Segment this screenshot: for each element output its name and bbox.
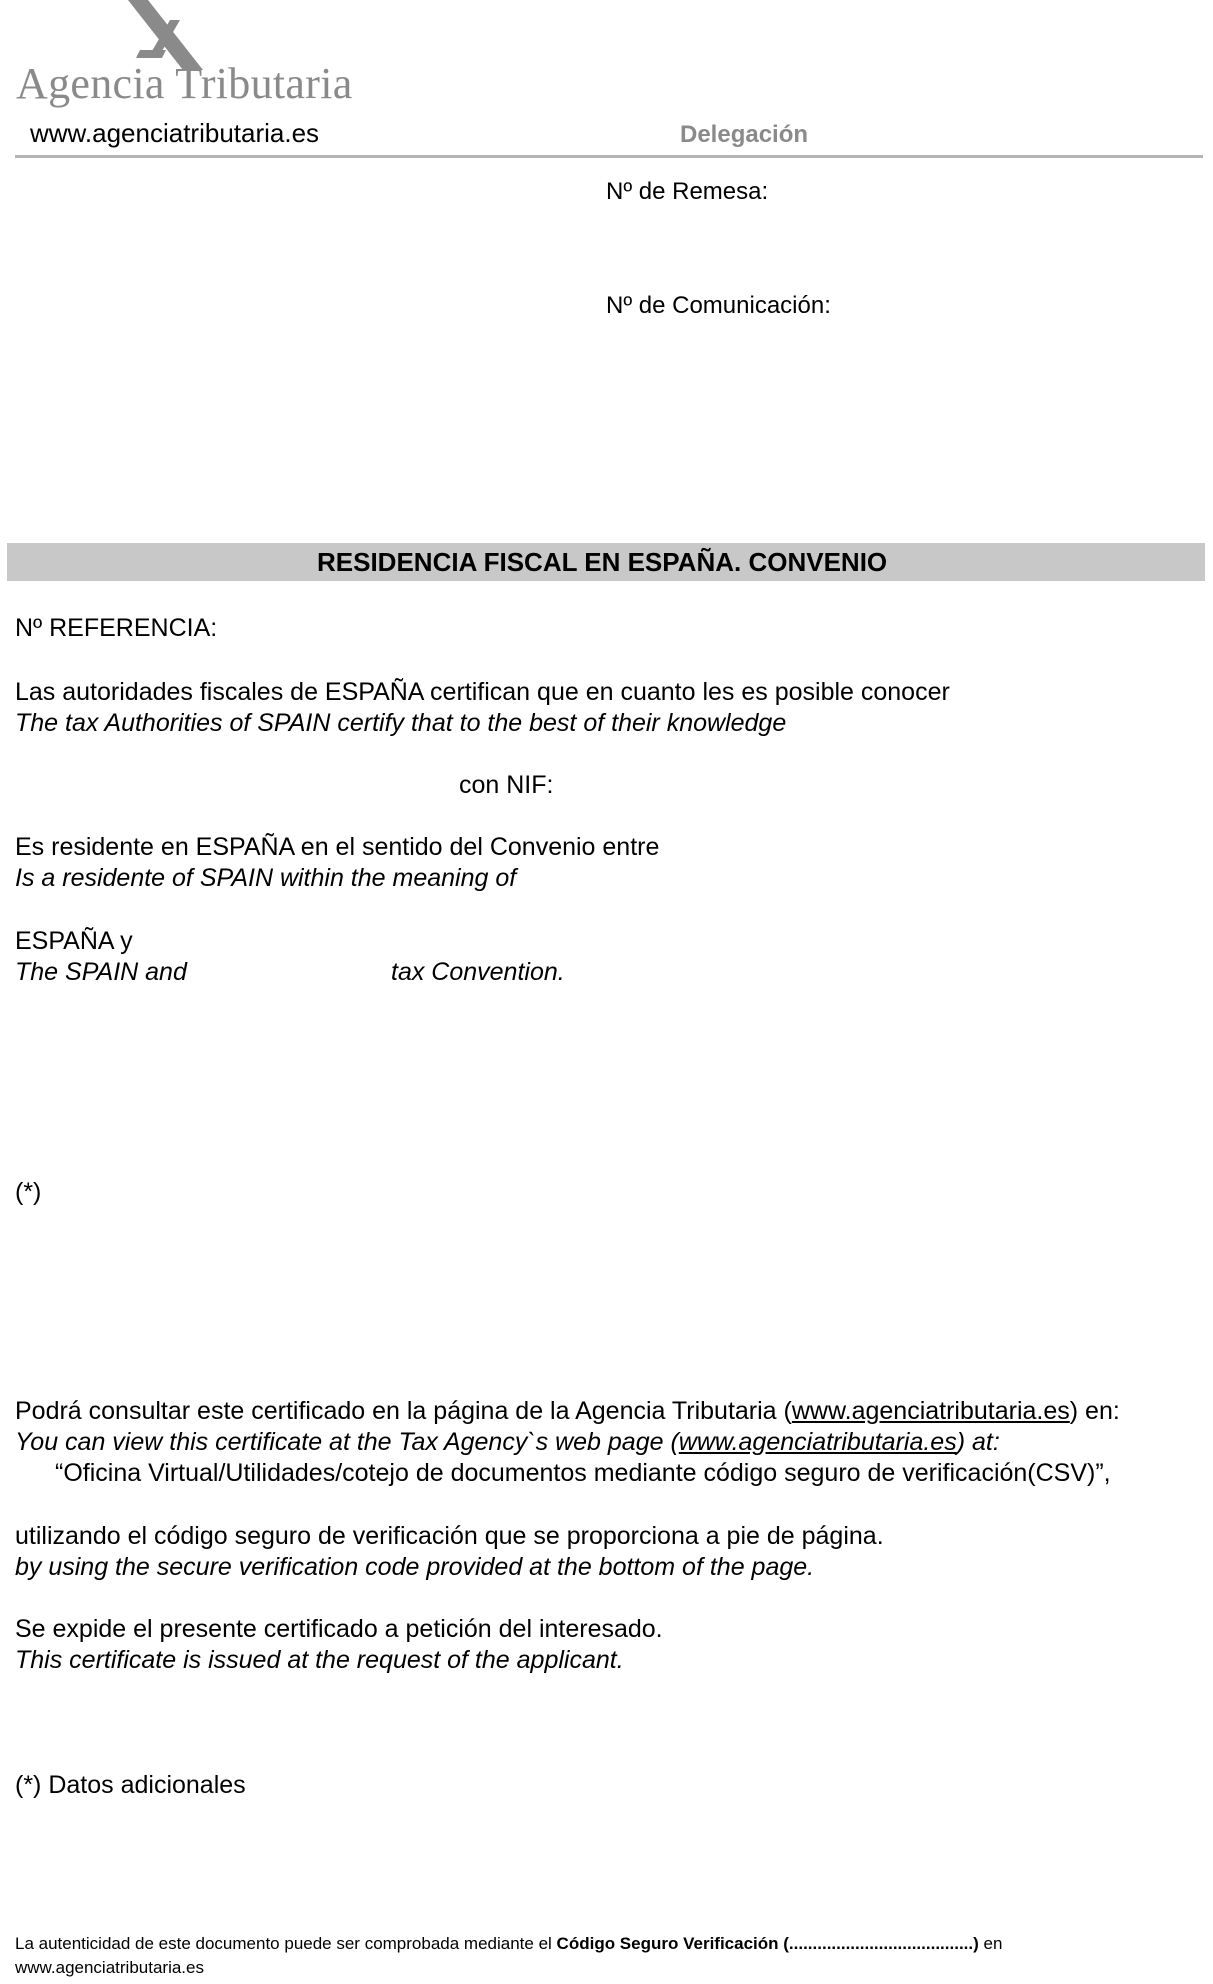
consult-en-prefix: You can view this certificate at the Tax Agency`s web page ( [15,1428,679,1456]
consult-en-suffix: ) at: [956,1428,1000,1456]
nif-label: con NIF: [459,771,554,799]
comunicacion-label: Nº de Comunicación: [606,292,831,319]
consult-path: “Oficina Virtual/Utilidades/cotejo de documentos mediante código seguro de verificación(CSV)”, [55,1459,1111,1487]
footer-authenticity [15,1934,1002,1954]
consult-es [15,1397,1120,1426]
using-es: utilizando el código seguro de verificación que se proporciona a pie de página. [15,1522,884,1550]
certify-en: The tax Authorities of SPAIN certify that to the best of their knowledge [15,709,787,737]
resident-es: Es residente en ESPAÑA en el sentido del Convenio entre [15,833,660,861]
consult-es-prefix: Podrá consultar este certificado en la página de la Agencia Tributaria ( [15,1397,792,1425]
spain-en-suffix: tax Convention. [391,958,565,986]
issued-es: Se expide el presente certificado a petición del interesado. [15,1615,663,1643]
asterisk-note: (*) [15,1178,42,1206]
agencia-link[interactable]: www.agenciatributaria.es [791,1397,1070,1425]
delegacion-label: Delegación [680,121,809,148]
issued-en: This certificate is issued at the request of the applicant. [15,1646,624,1674]
datos-adicionales: (*) Datos adicionales [15,1771,246,1799]
header-divider [15,155,1203,158]
agencia-link-en[interactable]: www.agenciatributaria.es [678,1428,957,1456]
footer-csv: Código Seguro Verificación (.......................................) [556,1934,979,1953]
remesa-label: Nº de Remesa: [606,178,769,205]
spain-es: ESPAÑA y [15,927,133,955]
resident-en: Is a residente of SPAIN within the meaning of [15,864,517,892]
website-text: www.agenciatributaria.es [30,118,320,148]
footer-prefix: La autenticidad de este documento puede ser comprobada mediante el [15,1934,557,1953]
referencia-label: Nº REFERENCIA: [15,614,218,642]
consult-es-suffix: ) en: [1069,1397,1120,1425]
title-banner [7,543,1205,581]
footer-suffix: en [978,1934,1003,1953]
logo-text: Agencia Tributaria [16,59,353,108]
consult-en [15,1428,1000,1457]
using-en: by using the secure verification code provided at the bottom of the page. [15,1553,815,1581]
page-title: RESIDENCIA FISCAL EN ESPAÑA. CONVENIO [317,547,888,577]
footer-website: www.agenciatributaria.es [15,1958,204,1977]
certify-es: Las autoridades fiscales de ESPAÑA certifican que en cuanto les es posible conocer [15,678,950,706]
spain-en-prefix: The SPAIN and [15,958,187,986]
